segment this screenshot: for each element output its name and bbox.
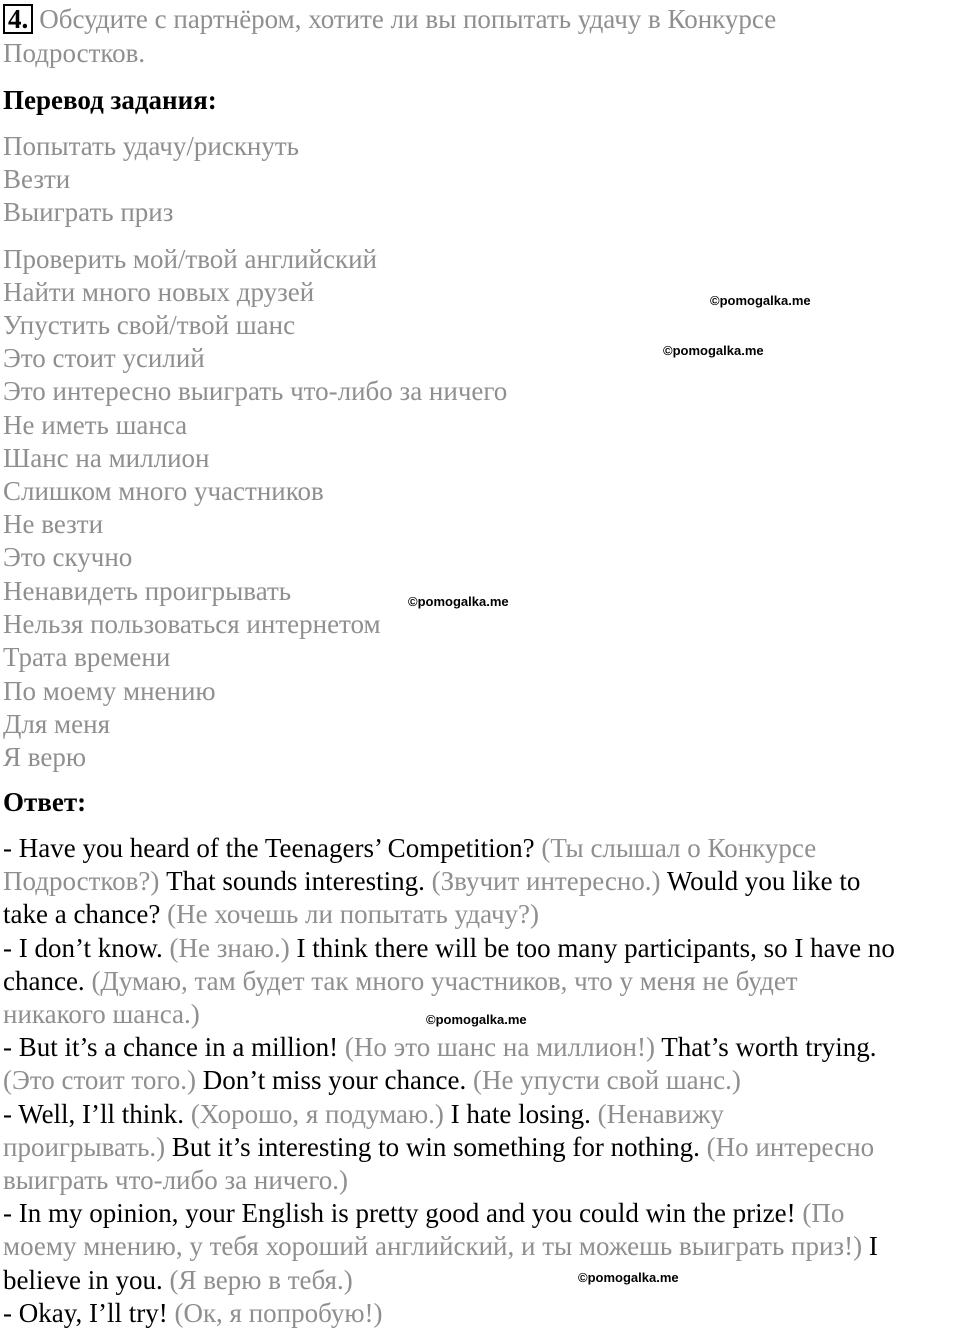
answer-translation: (Но это шанс на миллион!) [344, 1032, 662, 1062]
watermark: ©pomogalka.me [578, 1270, 679, 1285]
answer-line [3, 965, 798, 998]
translation-item: Это скучно [3, 542, 133, 572]
answer-translation: (Не упусти свой шанс.) [472, 1065, 741, 1095]
translation-item: Везти [3, 164, 71, 194]
answer-english: take a chance? [3, 899, 168, 929]
translation-item: Ненавидеть проигрывать [3, 576, 292, 606]
answer-line [3, 1197, 844, 1230]
answer-english: chance. [3, 966, 92, 996]
translation-item: Это стоит усилий [3, 343, 205, 373]
answer-translation: (Звучит интересно.) [431, 866, 667, 896]
answer-english: - I don’t know. [3, 933, 170, 963]
answer-english: I hate losing. [450, 1099, 598, 1129]
answer-translation: (По [802, 1198, 845, 1228]
answer-english: I think there will be too many participants, so I have no [296, 933, 895, 963]
answer-translation: (Это стоит того.) [3, 1065, 203, 1095]
watermark: ©pomogalka.me [426, 1012, 527, 1027]
answer-line [3, 932, 895, 965]
answer-line [3, 1230, 878, 1263]
task-number: 4. [3, 4, 33, 34]
translation-item: Я верю [3, 742, 87, 772]
answer-translation: никакого шанса.) [3, 999, 200, 1029]
answer-english: But it’s interesting to win something for nothing. [171, 1132, 707, 1162]
answer-english: - But it’s a chance in a million! [3, 1032, 345, 1062]
answer-translation: проигрывать.) [3, 1132, 172, 1162]
answer-line [3, 1098, 724, 1131]
answer-line [3, 1131, 874, 1164]
watermark: ©pomogalka.me [408, 594, 509, 609]
answer-translation: (Ок, я попробую!) [174, 1298, 383, 1328]
answer-english: believe in you. [3, 1265, 170, 1295]
answer-line [3, 832, 816, 865]
answer-translation: (Ты слышал о Конкурсе [541, 833, 817, 863]
answer-translation: (Думаю, там будет так много участников, что у меня не будет [91, 966, 798, 996]
translation-item: Нельзя пользоваться интернетом [3, 609, 381, 639]
translation-item: Упустить свой/твой шанс [3, 310, 296, 340]
translation-item: Найти много новых друзей [3, 277, 315, 307]
answer-english: Would you like to [666, 866, 861, 896]
answer-line [3, 865, 860, 898]
translation-item: Шанс на миллион [3, 443, 210, 473]
answer-line [3, 1031, 876, 1064]
translation-item: Не иметь шанса [3, 410, 188, 440]
watermark: ©pomogalka.me [663, 343, 764, 358]
task-text-1: Обсудите с партнёром, хотите ли вы попытать удачу в Конкурсе [39, 4, 777, 34]
answer-line [3, 1264, 353, 1297]
answer-english: That’s worth trying. [661, 1032, 877, 1062]
answer-english: - In my opinion, your English is pretty good and you could win the prize! [3, 1198, 803, 1228]
task-line-2: Подростков. [3, 38, 146, 68]
answer-translation: (Но интересно [706, 1132, 875, 1162]
translation-item: Слишком много участников [3, 476, 324, 506]
answer-translation: (Ненавижу [597, 1099, 724, 1129]
watermark: ©pomogalka.me [710, 293, 811, 308]
translation-item: Не везти [3, 509, 104, 539]
answer-english: Don’t miss your chance. [202, 1065, 473, 1095]
answer-english: I [868, 1231, 878, 1261]
answer-translation: (Не хочешь ли попытать удачу?) [167, 899, 540, 929]
translation-heading: Перевод задания: [3, 85, 217, 115]
answer-line [3, 1064, 741, 1097]
answer-translation: (Хорошо, я подумаю.) [190, 1099, 451, 1129]
translation-item: Это интересно выиграть что-либо за ничего [3, 376, 508, 406]
answer-line [3, 1297, 383, 1330]
answer-translation: моему мнению, у тебя хороший английский, и ты можешь выиграть приз!) [3, 1231, 869, 1261]
answer-translation: Подростков?) [3, 866, 167, 896]
answer-english: - Okay, I’ll try! [3, 1298, 175, 1328]
translation-item: По моему мнению [3, 676, 216, 706]
answer-translation: (Не знаю.) [169, 933, 297, 963]
task-line-1 [3, 3, 776, 36]
answer-translation: (Я верю в тебя.) [169, 1265, 353, 1295]
answer-english: - Have you heard of the Teenagers’ Competition? [3, 833, 542, 863]
translation-item: Попытать удачу/рискнуть [3, 131, 299, 161]
answer-english: That sounds interesting. [166, 866, 432, 896]
translation-item: Трата времени [3, 642, 171, 672]
answer-heading: Ответ: [3, 787, 87, 817]
answer-line [3, 1164, 348, 1197]
translation-item: Для меня [3, 709, 110, 739]
answer-english: - Well, I’ll think. [3, 1099, 191, 1129]
translation-item: Выиграть приз [3, 197, 174, 227]
answer-line [3, 998, 200, 1031]
translation-item: Проверить мой/твой английский [3, 244, 377, 274]
answer-line [3, 898, 539, 931]
answer-translation: выиграть что-либо за ничего.) [3, 1165, 348, 1195]
